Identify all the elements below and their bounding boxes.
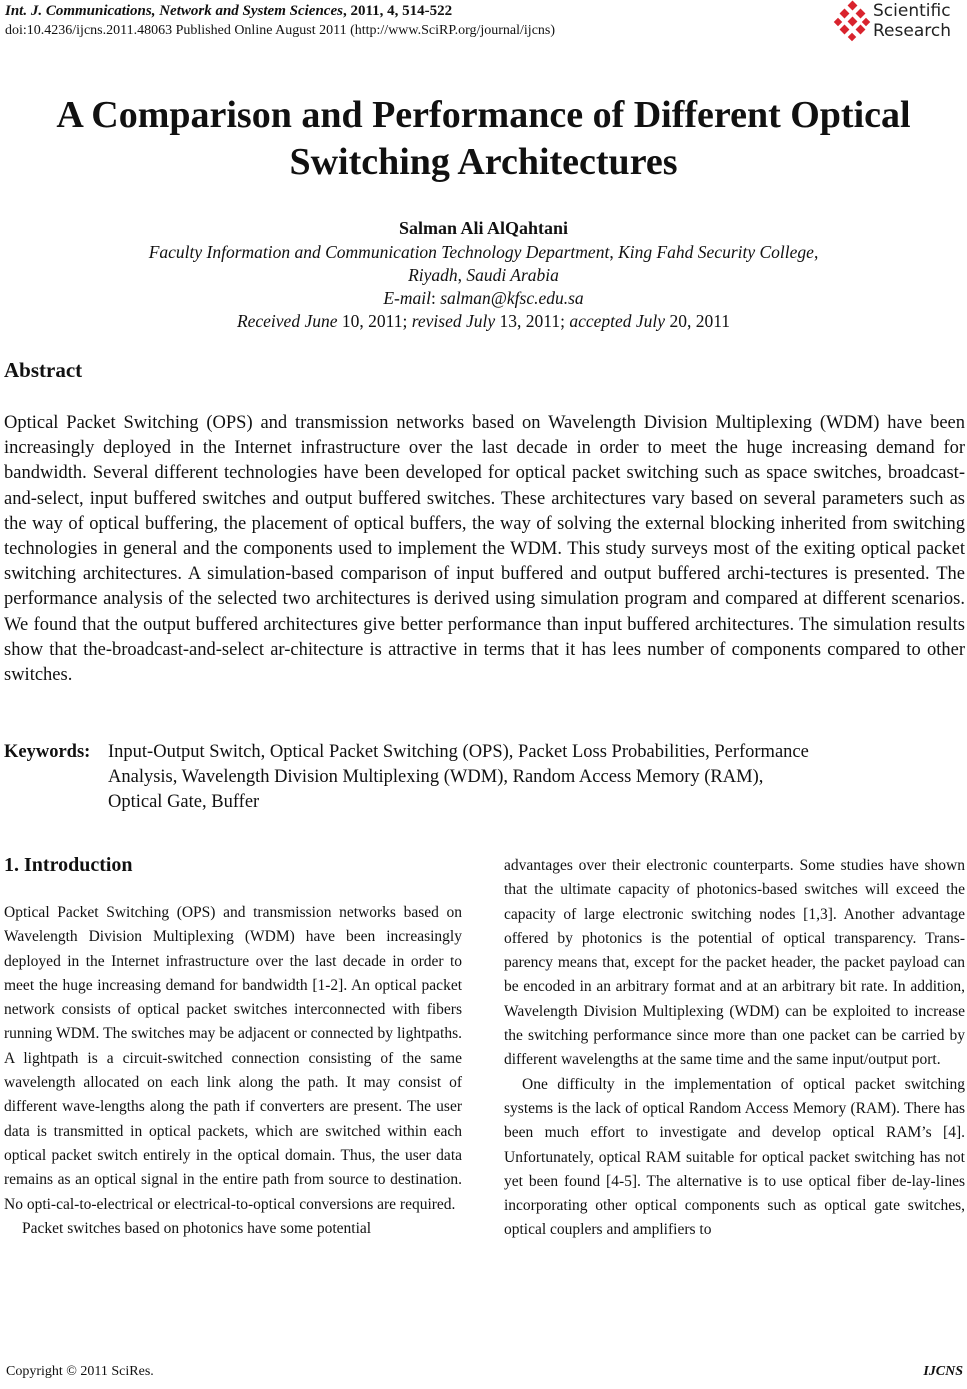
logo-text [873, 1, 951, 41]
title-line-2: Switching Architectures [289, 141, 678, 183]
keywords-line-2: Analysis, Wavelength Division Multiplexing (WDM), Random Access Memory (RAM), [108, 767, 764, 787]
keywords-line-3: Optical Gate, Buffer [108, 792, 260, 812]
keywords-line-1: Input-Output Switch, Optical Packet Switching (OPS), Packet Loss Probabilities, Performance [108, 742, 809, 762]
affiliation-line [0, 241, 967, 264]
email-line [0, 287, 967, 310]
intro-paragraph-4: One difficulty in the implementation of optical packet switching systems is the lack of optical Random Access Memory (RAM). There has been much effort to investigate and develop optical RAM’s [4]. Unfortunately, optical RAM suitable for optical packet switching has not yet been found [4-5]. The alternative is to use optical fiber de-lay-lines incorporating other optical components such as optical gate switches, optical couplers and amplifiers to [504, 1075, 965, 1239]
affiliation-city: Riyadh [408, 265, 458, 285]
email-address[interactable]: salman@kfsc.edu.sa [440, 288, 584, 308]
affiliation-sep: , [609, 242, 619, 262]
left-column [4, 853, 462, 1241]
location-line [0, 264, 967, 287]
right-column [504, 854, 965, 1243]
journal-abbreviation: IJCNS [923, 1364, 963, 1379]
journal-citation [5, 2, 825, 21]
accepted-date: 20, 2011 [665, 311, 731, 331]
email-sep: : [430, 288, 441, 308]
copyright-footer: Copyright © 2011 SciRes. [6, 1364, 154, 1379]
affiliation-block [0, 241, 967, 333]
journal-name: Int. J. Communications, Network and System Sciences [5, 3, 343, 19]
journal-header [5, 2, 825, 40]
intro-paragraph-1: Optical Packet Switching (OPS) and transmission networks based on Wavelength Division Multiplexing (WDM) have been increasingly deployed in the Internet infrastructure over the last decade in order to meet the huge increasing demand for bandwidth [1-2]. An optical packet network consists of optical packet switches interconnected with fibers running WDM. The switches may be adjacent or connected by lightpaths. A lightpath is a circuit-switched connection consisting of the same wavelength allocated on each link along the path. It may consist of different wave-lengths along the path if converters are present. The user data is transmitted in optical packets, which are switched within each optical packet switch entirely in the optical domain. Thus, the user data remains as an optical signal in the entire path from source to destination. No opti-cal-to-electrical or electrical-to-optical conversions are required. [4, 904, 462, 1213]
paper-title [0, 92, 967, 186]
scientific-research-logo [833, 0, 963, 44]
affiliation-dept: Faculty Information and Communication Technology Department [148, 242, 610, 262]
abstract-text: Optical Packet Switching (OPS) and transmission networks based on Wavelength Division Multiplexing (WDM) have been increasingly deployed in the Internet infrastructure over the last decade in order to meet the huge increasing demand for bandwidth. Several different technologies have been developed for optical packet switching such as space switches, broadcast-and-select, input buffered switches and output buffered switches. These architectures vary based on several parameters such as the way of optical buffering, the placement of optical buffers, the way of solving the external blocking inherited from switching technologies in general and the components used to implement the WDM. This study surveys most of the exiting optical packet switching architectures. A simulation-based comparison of input buffered and output buffered archi-tectures is presented. The performance analysis of the selected two architectures is derived using simulation program and compared at different scenarios. We found that the output buffered architectures give better performance than input buffered architectures. The simulation results show that the-broadcast-and-select ar-chitecture is attractive in terms that it has lees number of components compared to other switches. [4, 413, 965, 686]
keywords-list [108, 740, 958, 815]
affiliation-sep: , [813, 242, 819, 262]
accepted-label: accepted July [569, 311, 666, 331]
logo-line-1: Scientific [873, 1, 951, 21]
logo-icon [833, 0, 871, 42]
affiliation-college: King Fahd Security College [618, 242, 814, 262]
email-label: E-mail [383, 288, 431, 308]
intro-paragraph-2: Packet switches based on photonics have some potential [22, 1219, 372, 1237]
section-heading-introduction: 1. Introduction [4, 854, 133, 876]
abstract-heading: Abstract [4, 358, 83, 382]
received-label: Received June [236, 311, 338, 331]
affiliation-country: Saudi Arabia [466, 265, 559, 285]
intro-paragraph-3: advantages over their electronic counterparts. Some studies have shown that the ultimate capacity of photonics-based switches will exceed the capacity of large electronic switching nodes [1,3]. Another advantage offered by photonics is the potential of optical transparency. Trans-parency means that, except for the packet header, the packet payload can be encoded in an arbitrary format and at an arbitrary bit rate. In addition, Wavelength Division Multiplexing (WDM) can be exploited to increase the switching performance since more than one packet can be carried by different wavelengths at the same time and the same input/output port. [504, 857, 965, 1069]
revised-label: revised July [411, 311, 496, 331]
author-name: Salman Ali AlQahtani [398, 218, 569, 238]
doi-line: doi:10.4236/ijcns.2011.48063 Published Online August 2011 (http://www.SciRP.org/journal/ijcns) [5, 23, 556, 38]
title-line-1: A Comparison and Performance of Different Optical [56, 94, 911, 136]
received-date: 10, 2011; [337, 311, 412, 331]
journal-volume: , 2011, 4, 514-522 [342, 3, 453, 19]
keywords-label: Keywords: [4, 742, 91, 762]
affiliation-sep: , [457, 265, 467, 285]
dates-line [0, 310, 967, 333]
revised-date: 13, 2011; [495, 311, 570, 331]
logo-line-2: Research [873, 21, 951, 41]
